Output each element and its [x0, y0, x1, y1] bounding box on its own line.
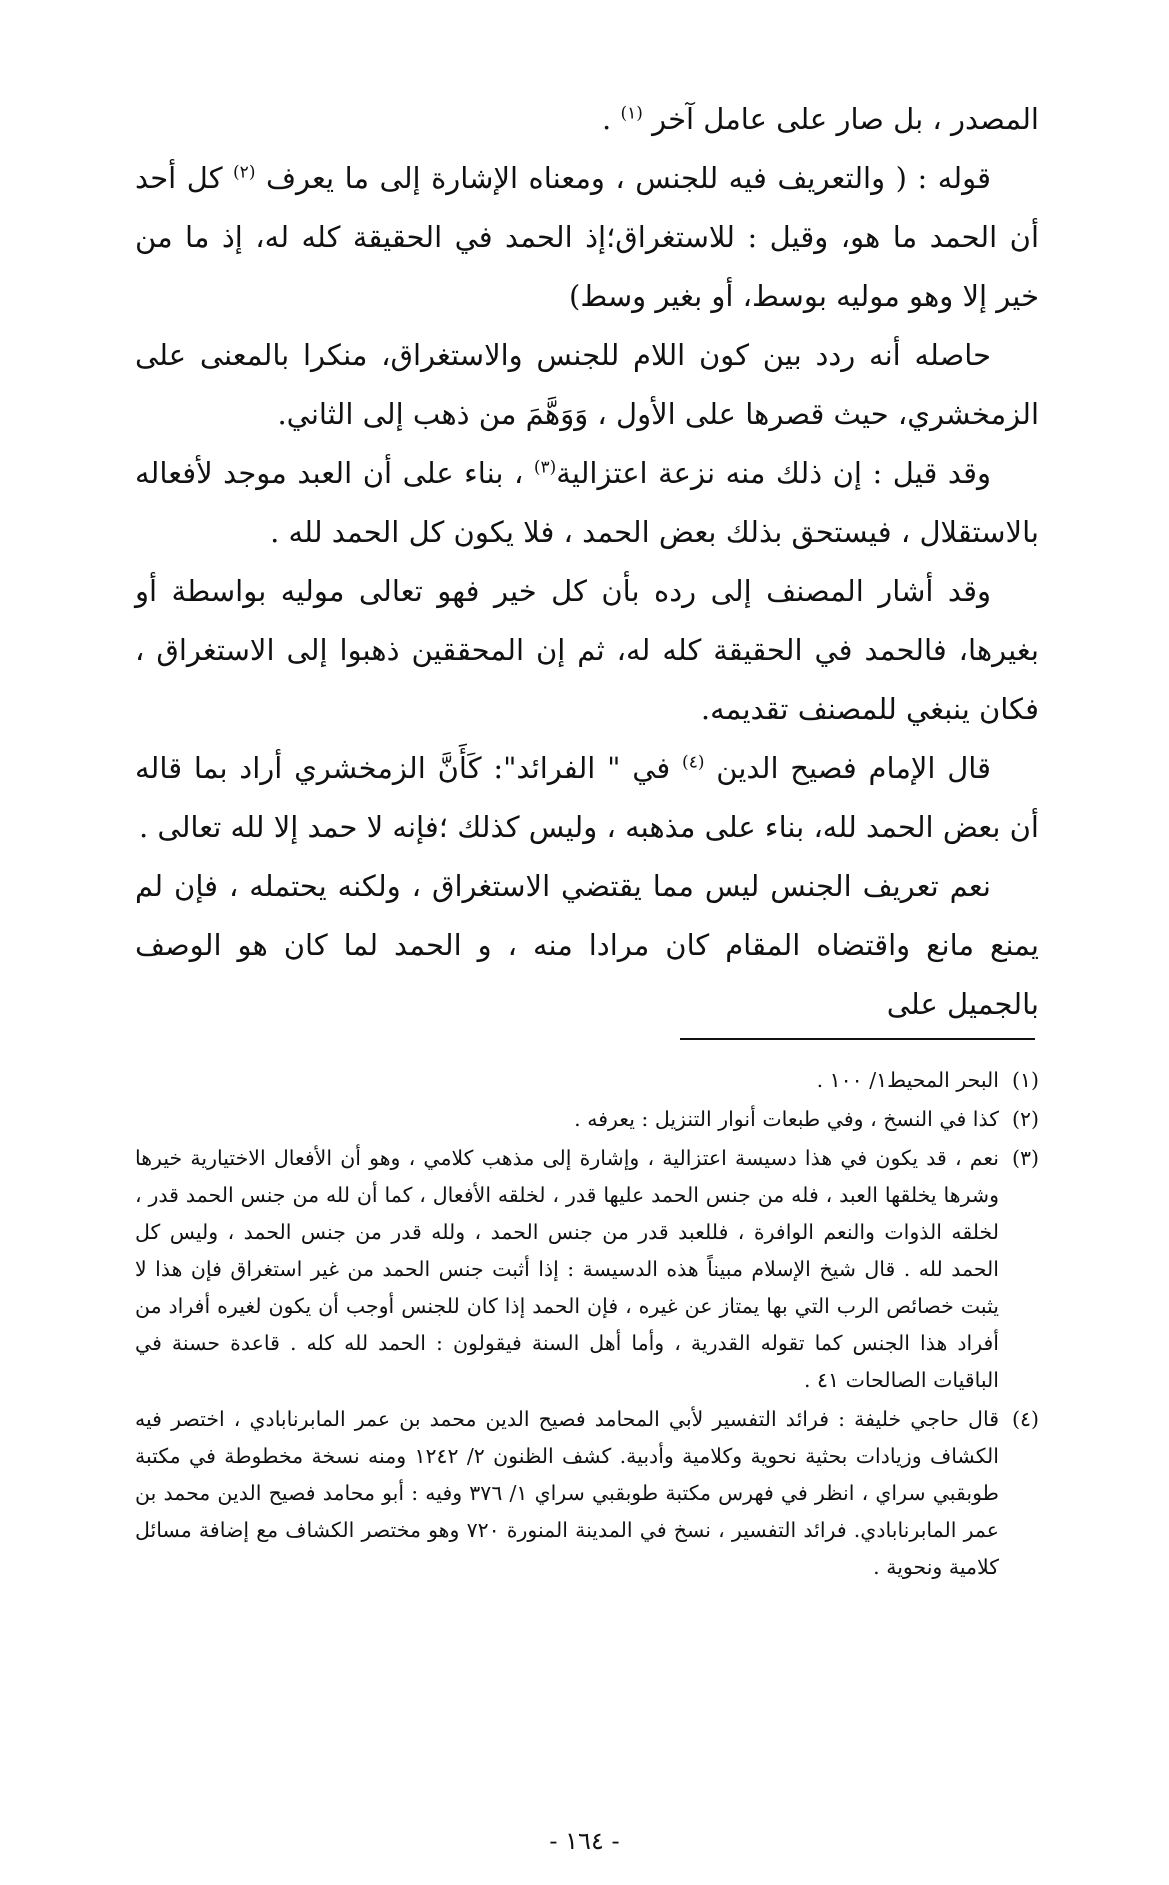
paragraph — [135, 739, 1039, 857]
footnote-ref[interactable]: (٣) — [533, 457, 557, 478]
paragraph — [135, 326, 1039, 444]
paragraph — [135, 149, 1039, 326]
footnote-ref[interactable]: (٢) — [233, 162, 256, 183]
footnote-text: نعم ، قد يكون في هذا دسيسة اعتزالية ، وإشارة إلى مذهب كلامي ، وهو أن الأفعال الاختيارية خيرها وشرها يخلقها العبد ، فله من جنس الحمد عليها قدر ، لخلقه الأفعال ، كما أن لله من جنس الحمد قدر ، لخلقه الذوات والنعم الوافرة ، فللعبد قدر من جنس الحمد ، ولله قدر من جنس الحمد ، وليس كل الحمد لله . قال شيخ الإسلام مبيناً هذه الدسيسة : إذا أثبت جنس الحمد من غير استغراق فإن هذا لا يثبت خصائص الرب التي بها يمتاز عن غيره ، فإن الحمد إذا كان للجنس أوجب أن يكون لغيره أفراد من أفراد هذا الجنس كما تقوله القدرية ، وأما أهل السنة فيقولون : الحمد لله كله . قاعدة حسنة في الباقيات الصالحات ٤١ . — [135, 1146, 999, 1392]
footnote — [135, 1062, 1039, 1099]
main-text — [135, 90, 1039, 1034]
footnote-number: (٣) — [1011, 1146, 1039, 1170]
text-run: قال الإمام فصيح الدين — [704, 751, 991, 785]
paragraph — [135, 857, 1039, 1034]
page-number: - ١٦٤ - — [549, 1827, 620, 1855]
text-run: قوله : ( والتعريف فيه للجنس ، ومعناه الإشارة إلى ما يعرف — [255, 161, 991, 195]
text-run: . — [602, 102, 621, 136]
paragraph — [135, 562, 1039, 739]
footnote-text: البحر المحيط١/ ١٠٠ . — [816, 1068, 999, 1092]
text-run: وقد قيل : إن ذلك منه نزعة اعتزالية — [556, 456, 991, 490]
footnote-ref[interactable]: (١) — [620, 103, 643, 124]
footnote-number: (١) — [1011, 1068, 1039, 1092]
footnote — [135, 1140, 1039, 1399]
footnote-number: (٢) — [1011, 1107, 1039, 1131]
text-run: المصدر ، بل صار على عامل آخر — [642, 102, 1039, 136]
text-run: ، بناء على أن العبد موجد لأفعاله بالاستقلال ، فيستحق بذلك بعض الحمد ، فلا يكون كل الحمد لله . — [135, 456, 1039, 549]
text-run: وقد أشار المصنف إلى رده بأن كل خير فهو تعالى موليه بواسطة أو بغيرها، فالحمد في الحقيقة كله له، ثم إن المحققين ذهبوا إلى الاستغراق ، فكان ينبغي للمصنف تقديمه. — [135, 574, 1039, 726]
text-run: في " الفرائد": كَأَنَّ الزمخشري أراد بما قاله أن بعض الحمد لله، بناء على مذهبه ، وليس كذلك ؛فإنه لا حمد إلا لله تعالى . — [135, 751, 1039, 844]
footnote-text: كذا في النسخ ، وفي طبعات أنوار التنزيل : يعرفه . — [574, 1107, 999, 1131]
footnote — [135, 1101, 1039, 1138]
footnotes — [135, 1062, 1039, 1588]
footnote-number: (٤) — [1011, 1407, 1039, 1431]
footnote-text: قال حاجي خليفة : فرائد التفسير لأبي المحامد فصيح الدين محمد بن عمر المابرنابادي ، اختصر فيه الكشاف وزيادات بحثية نحوية وكلامية وأدبية. كشف الظنون ٢/ ١٢٤٢ ومنه نسخة مخطوطة في مكتبة طوبقبي سراي ، انظر في فهرس مكتبة طوبقبي سراي ١/ ٣٧٦ وفيه : أبو محامد فصيح الدين محمد بن عمر المابرنابادي. فرائد التفسير ، نسخ في المدينة المنورة ٧٢٠ وهو مختصر الكشاف مع إضافة مسائل كلامية ونحوية . — [135, 1407, 999, 1579]
footnote — [135, 1401, 1039, 1586]
footnote-separator — [680, 1038, 1035, 1040]
text-run: نعم تعريف الجنس ليس مما يقتضي الاستغراق ، ولكنه يحتمله ، فإن لم يمنع مانع واقتضاه المقام كان مرادا منه ، و الحمد لما كان هو الوصف بالجميل على — [135, 869, 1039, 1021]
paragraph — [135, 90, 1039, 149]
text-run: كل أحد أن الحمد ما هو، وقيل : للاستغراق؛إذ الحمد في الحقيقة كله له، إذ ما من خير إلا وهو موليه بوسط، أو بغير وسط) — [135, 161, 1039, 313]
footnote-ref[interactable]: (٤) — [682, 752, 705, 773]
paragraph — [135, 444, 1039, 562]
text-run: حاصله أنه ردد بين كون اللام للجنس والاستغراق، منكرا بالمعنى على الزمخشري، حيث قصرها على الأول ، وَوَهَّمَ من ذهب إلى الثاني. — [135, 338, 1039, 431]
